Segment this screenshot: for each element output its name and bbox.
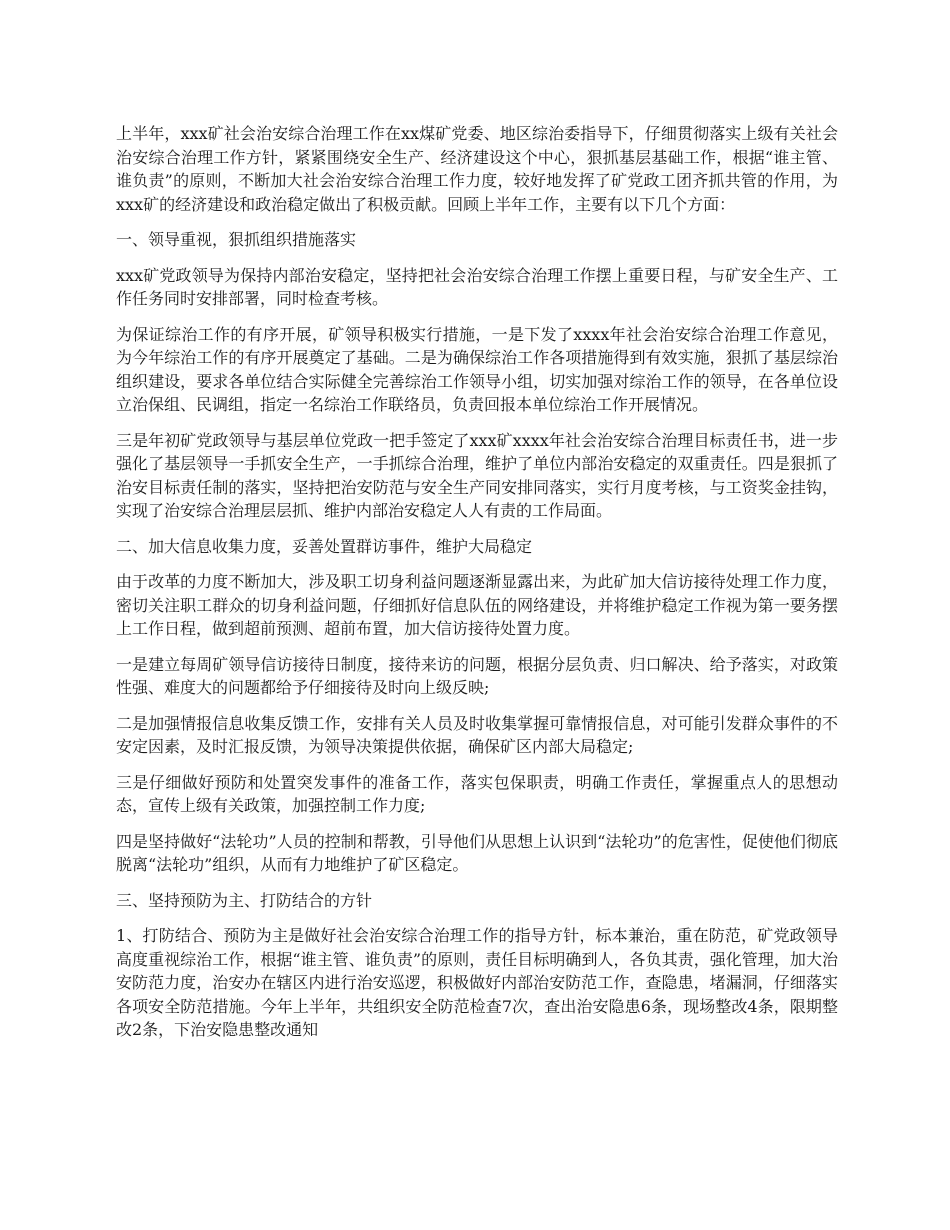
section-heading-3: 三、坚持预防为主、打防结合的方针 <box>116 890 373 910</box>
body-paragraph: xxx矿党政领导为保持内部治安稳定，坚持把社会治安综合治理工作摆上重要日程，与矿安全生产、工作任务同时安排部署，同时检查考核。 <box>116 265 838 308</box>
body-paragraph: 二是加强情报信息收集反馈工作，安排有关人员及时收集掌握可靠情报信息，对可能引发群众事件的不安定因素，及时汇报反馈，为领导决策提供依据，确保矿区内部大局稳定; <box>116 713 838 756</box>
body-paragraph: 四是坚持做好“法轮功”人员的控制和帮教，引导他们从思想上认识到“法轮功”的危害性，促使他们彻底脱离“法轮功”组织，从而有力地维护了矿区稳定。 <box>116 831 838 874</box>
section-heading-2: 二、加大信息收集力度，妥善处置群访事件，维护大局稳定 <box>116 536 533 556</box>
body-paragraph: 由于改革的力度不断加大，涉及职工切身利益问题逐渐显露出来，为此矿加大信访接待处理工作力度，密切关注职工群众的切身利益问题，仔细抓好信息队伍的网络建设，并将维护稳定工作视为第一要务摆上工作日程，做到超前预测、超前布置，加大信访接待处置力度。 <box>116 572 838 638</box>
section-heading-1: 一、领导重视，狠抓组织措施落实 <box>116 230 357 249</box>
body-paragraph: 三是仔细做好预防和处置突发事件的准备工作，落实包保职责，明确工作责任，掌握重点人的思想动态，宣传上级有关政策，加强控制工作力度; <box>116 772 838 815</box>
body-paragraph: 1、打防结合、预防为主是做好社会治安综合治理工作的指导方针，标本兼治，重在防范，矿党政领导高度重视综治工作，根据“谁主管、谁负责”的原则，责任目标明确到人，各负其责，强化管理，加大治安防范力度，治安办在辖区内进行治安巡逻，积极做好内部治安防范工作，查隐患，堵漏洞，仔细落实各项安全防范措施。今年上半年，共组织安全防范检查7次，查出治安隐患6条，现场整改4条，限期整改2条，下治安隐患整改通知 <box>116 926 838 1039</box>
intro-paragraph: 上半年，xxx矿社会治安综合治理工作在xx煤矿党委、地区综治委指导下，仔细贯彻落实上级有关社会治安综合治理工作方针，紧紧围绕安全生产、经济建设这个中心，狠抓基层基础工作，根据“谁主管、谁负责”的原则，不断加大社会治安综合治理工作力度，较好地发挥了矿党政工团齐抓共管的作用，为xxx矿的经济建设和政治稳定做出了积极贡献。回顾上半年工作，主要有以下几个方面： <box>116 124 838 214</box>
body-paragraph: 一是建立每周矿领导信访接待日制度，接待来访的问题，根据分层负责、归口解决、给予落实，对政策性强、难度大的问题都给予仔细接待及时向上级反映; <box>116 654 838 697</box>
body-paragraph: 为保证综治工作的有序开展，矿领导积极实行措施，一是下发了xxxx年社会治安综合治理工作意见，为今年综治工作的有序开展奠定了基础。二是为确保综治工作各项措施得到有效实施，狠抓了基层综治组织建设，要求各单位结合实际健全完善综治工作领导小组，切实加强对综治工作的领导，在各单位设立治保组、民调组，指定一名综治工作联络员，负责回报本单位综治工作开展情况。 <box>116 324 838 414</box>
document-page <box>116 122 838 1054</box>
body-paragraph: 三是年初矿党政领导与基层单位党政一把手签定了xxx矿xxxx年社会治安综合治理目标责任书，进一步强化了基层领导一手抓安全生产，一手抓综合治理，维护了单位内部治安稳定的双重责任。四是狠抓了治安目标责任制的落实，坚持把治安防范与安全生产同安排同落实，实行月度考核，与工资奖金挂钩，实现了治安综合治理层层抓、维护内部治安稳定人人有责的工作局面。 <box>116 430 838 520</box>
